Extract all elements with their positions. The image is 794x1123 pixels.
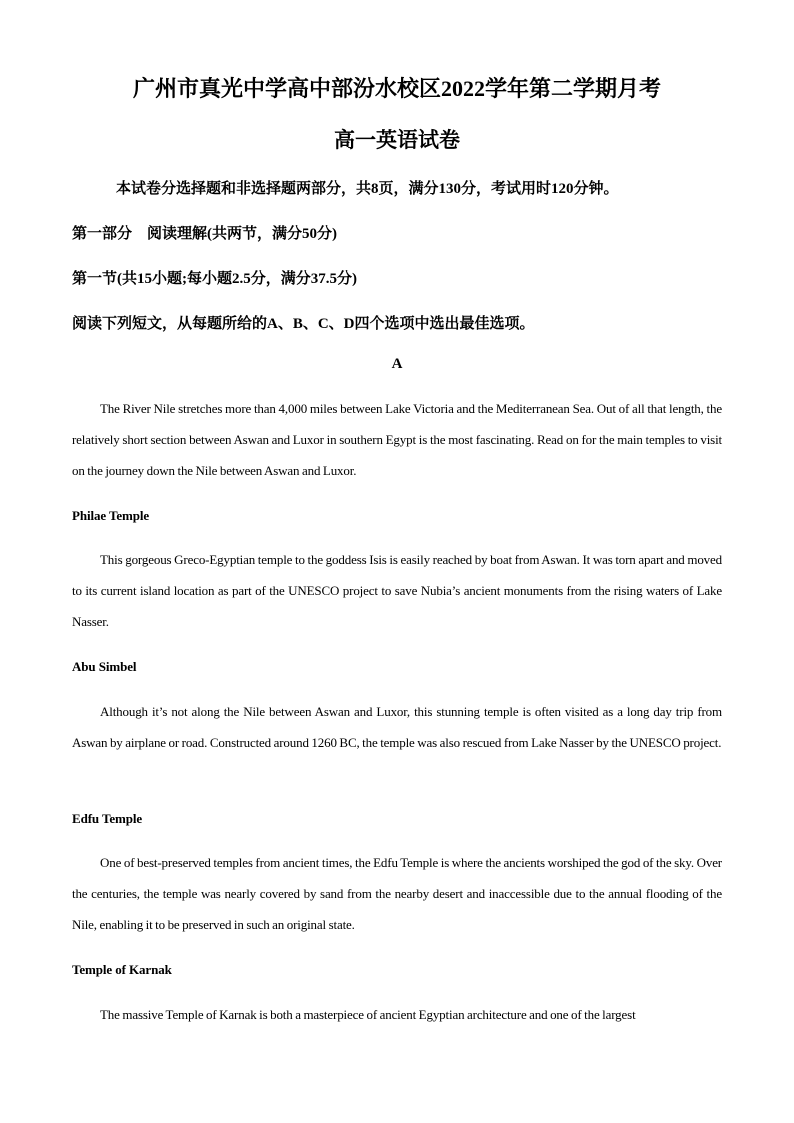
part-one-heading: 第一部分 阅读理解(共两节，满分50分) [72, 226, 337, 242]
section-text-karnak: The massive Temple of Karnak is both a masterpiece of ancient Egyptian architecture and one of the largest [100, 1007, 636, 1022]
passage-label: A [391, 356, 403, 372]
section-heading-philae: Philae Temple [72, 508, 150, 523]
section-heading-karnak: Temple of Karnak [72, 962, 172, 977]
exam-intro: 本试卷分选择题和非选择题两部分，共8页，满分130分，考试用时120分钟。 [116, 181, 619, 197]
section-one-heading: 第一节(共15小题;每小题2.5分，满分37.5分) [72, 271, 357, 287]
section-heading-abu-simbel: Abu Simbel [72, 659, 137, 674]
exam-subtitle: 高一英语试卷 [334, 128, 460, 152]
reading-directions: 阅读下列短文，从每题所给的A、B、C、D四个选项中选出最佳选项。 [72, 316, 535, 332]
section-text-philae: This gorgeous Greco-Egyptian temple to the goddess Isis is easily reached by boat from Aswan. It was torn apart and moved to its current island location as part of the UNESCO project to save Nubia’s ancient monuments from the rising waters of Lake Nasser. [72, 552, 722, 629]
section-heading-edfu: Edfu Temple [72, 811, 143, 826]
section-text-abu-simbel: Although it’s not along the Nile between Aswan and Luxor, this stunning temple is often visited as a long day trip from Aswan by airplane or road. Constructed around 1260 BC, the temple was also rescued from Lake Nasser by the UNESCO project. [72, 704, 722, 750]
section-text-edfu: One of best-preserved temples from ancient times, the Edfu Temple is where the ancients worshiped the god of the sky. Over the centuries, the temple was nearly covered by sand from the nearby desert and inaccessible due to the annual flooding of the Nile, enabling it to be preserved in such an original state. [72, 855, 722, 932]
exam-title: 广州市真光中学高中部汾水校区2022学年第二学期月考 [132, 76, 661, 101]
passage-intro: The River Nile stretches more than 4,000 miles between Lake Victoria and the Mediterranean Sea. Out of all that length, the relatively short section between Aswan and Luxor in southern Egypt is the most fascinating. Read on for the main temples to visit on the journey down the Nile between Aswan and Luxor. [72, 401, 722, 478]
